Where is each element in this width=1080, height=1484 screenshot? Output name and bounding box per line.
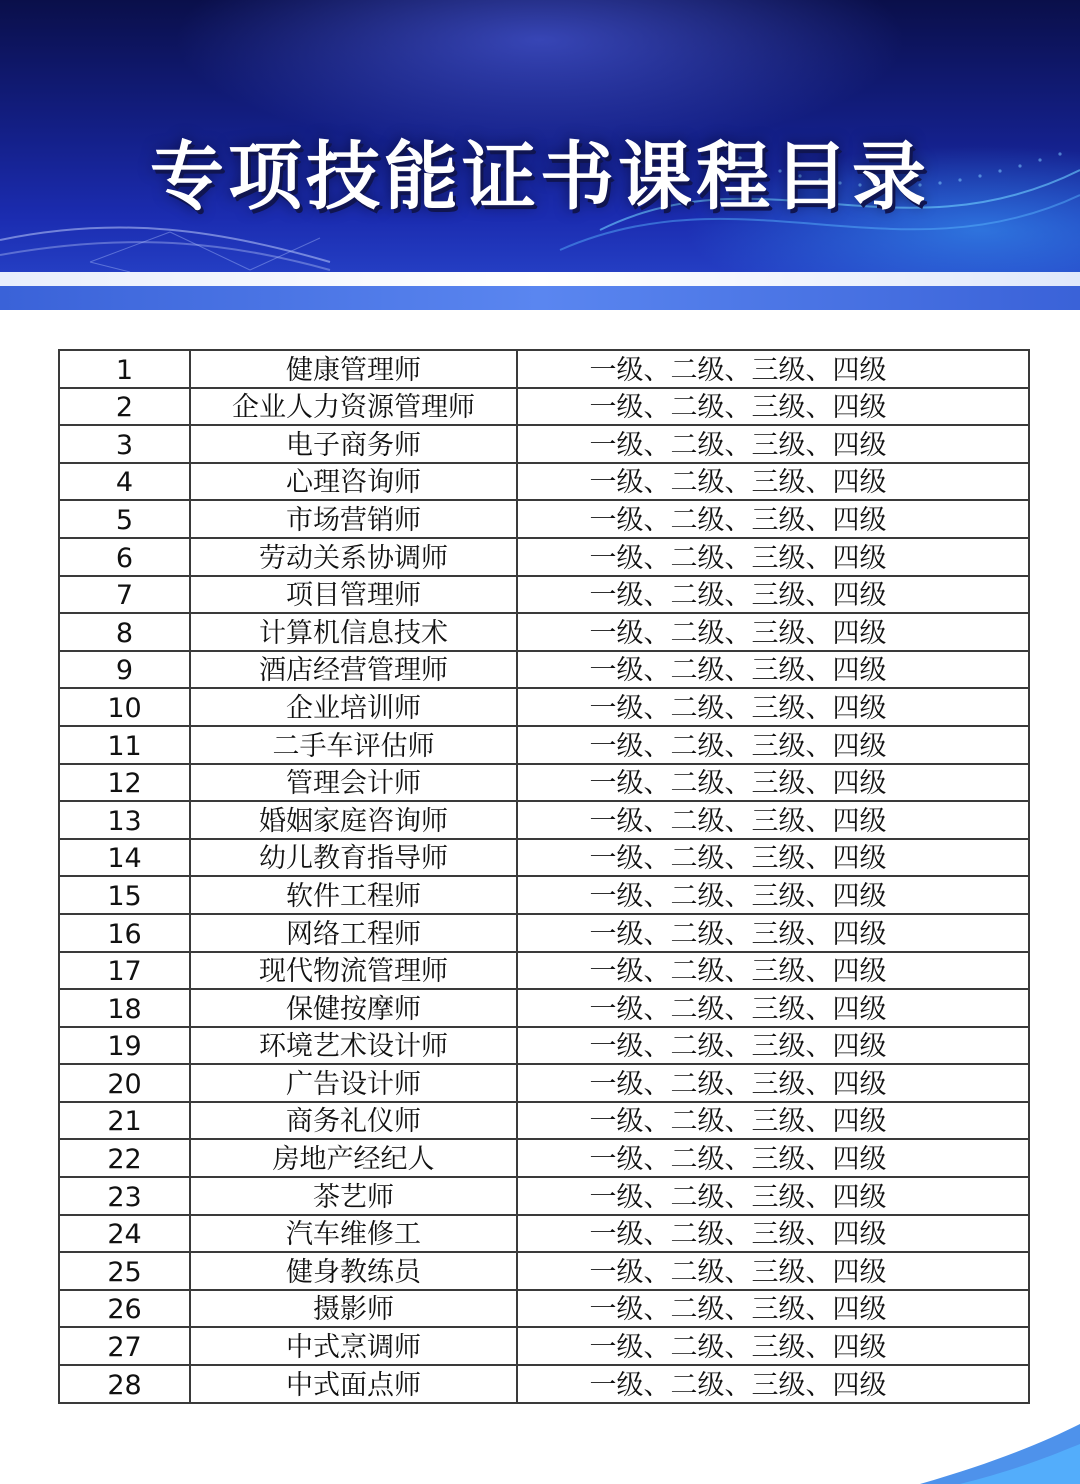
table-row: [59, 876, 1029, 914]
course-levels: 一级、二级、三级、四级: [517, 688, 1029, 726]
course-number: 16: [59, 914, 190, 952]
course-number: 5: [59, 500, 190, 538]
course-levels: 一级、二级、三级、四级: [517, 839, 1029, 877]
table-row: [59, 839, 1029, 877]
course-name: 计算机信息技术: [190, 613, 517, 651]
course-number: 2: [59, 388, 190, 426]
course-levels: 一级、二级、三级、四级: [517, 1215, 1029, 1253]
course-number: 11: [59, 726, 190, 764]
course-levels: 一级、二级、三级、四级: [517, 876, 1029, 914]
course-number: 12: [59, 764, 190, 802]
course-number: 10: [59, 688, 190, 726]
table-row: [59, 463, 1029, 501]
table-row: [59, 1064, 1029, 1102]
course-levels: 一级、二级、三级、四级: [517, 1177, 1029, 1215]
course-levels: 一级、二级、三级、四级: [517, 952, 1029, 990]
course-number: 22: [59, 1139, 190, 1177]
course-name: 摄影师: [190, 1290, 517, 1328]
course-levels: 一级、二级、三级、四级: [517, 1027, 1029, 1065]
course-name: 心理咨询师: [190, 463, 517, 501]
course-levels: 一级、二级、三级、四级: [517, 989, 1029, 1027]
course-levels: 一级、二级、三级、四级: [517, 1102, 1029, 1140]
course-number: 1: [59, 350, 190, 388]
table-row: [59, 388, 1029, 426]
course-levels: 一级、二级、三级、四级: [517, 1252, 1029, 1290]
course-table: [58, 349, 1030, 1404]
course-number: 9: [59, 651, 190, 689]
course-number: 19: [59, 1027, 190, 1065]
course-levels: 一级、二级、三级、四级: [517, 463, 1029, 501]
table-row: [59, 425, 1029, 463]
course-name: 环境艺术设计师: [190, 1027, 517, 1065]
header-blue-stripe: [0, 286, 1080, 310]
table-row: [59, 538, 1029, 576]
table-row: [59, 726, 1029, 764]
course-number: 6: [59, 538, 190, 576]
course-levels: 一级、二级、三级、四级: [517, 425, 1029, 463]
course-name: 酒店经营管理师: [190, 651, 517, 689]
course-levels: 一级、二级、三级、四级: [517, 1327, 1029, 1365]
course-name: 市场营销师: [190, 500, 517, 538]
course-name: 广告设计师: [190, 1064, 517, 1102]
course-name: 健身教练员: [190, 1252, 517, 1290]
course-number: 18: [59, 989, 190, 1027]
course-number: 24: [59, 1215, 190, 1253]
table-row: [59, 688, 1029, 726]
course-name: 管理会计师: [190, 764, 517, 802]
corner-wave-decoration: [880, 1404, 1080, 1484]
course-name: 健康管理师: [190, 350, 517, 388]
course-name: 汽车维修工: [190, 1215, 517, 1253]
table-row: [59, 1327, 1029, 1365]
course-number: 15: [59, 876, 190, 914]
course-levels: 一级、二级、三级、四级: [517, 726, 1029, 764]
course-levels: 一级、二级、三级、四级: [517, 764, 1029, 802]
course-levels: 一级、二级、三级、四级: [517, 801, 1029, 839]
course-name: 企业培训师: [190, 688, 517, 726]
course-levels: 一级、二级、三级、四级: [517, 914, 1029, 952]
table-row: [59, 1102, 1029, 1140]
course-name: 电子商务师: [190, 425, 517, 463]
course-name: 二手车评估师: [190, 726, 517, 764]
course-levels: 一级、二级、三级、四级: [517, 613, 1029, 651]
course-number: 25: [59, 1252, 190, 1290]
course-levels: 一级、二级、三级、四级: [517, 500, 1029, 538]
course-number: 17: [59, 952, 190, 990]
course-name: 软件工程师: [190, 876, 517, 914]
course-levels: 一级、二级、三级、四级: [517, 651, 1029, 689]
course-name: 项目管理师: [190, 576, 517, 614]
course-number: 26: [59, 1290, 190, 1328]
course-number: 14: [59, 839, 190, 877]
course-levels: 一级、二级、三级、四级: [517, 350, 1029, 388]
course-levels: 一级、二级、三级、四级: [517, 538, 1029, 576]
course-number: 3: [59, 425, 190, 463]
course-name: 商务礼仪师: [190, 1102, 517, 1140]
course-number: 4: [59, 463, 190, 501]
course-levels: 一级、二级、三级、四级: [517, 1064, 1029, 1102]
course-number: 28: [59, 1365, 190, 1403]
table-row: [59, 350, 1029, 388]
course-name: 茶艺师: [190, 1177, 517, 1215]
header-white-stripe: [0, 272, 1080, 286]
table-row: [59, 952, 1029, 990]
course-levels: 一级、二级、三级、四级: [517, 576, 1029, 614]
table-row: [59, 1252, 1029, 1290]
course-name: 幼儿教育指导师: [190, 839, 517, 877]
table-row: [59, 801, 1029, 839]
course-levels: 一级、二级、三级、四级: [517, 1290, 1029, 1328]
table-row: [59, 1215, 1029, 1253]
course-number: 8: [59, 613, 190, 651]
table-row: [59, 1027, 1029, 1065]
table-row: [59, 500, 1029, 538]
course-number: 27: [59, 1327, 190, 1365]
course-name: 婚姻家庭咨询师: [190, 801, 517, 839]
course-name: 中式烹调师: [190, 1327, 517, 1365]
course-levels: 一级、二级、三级、四级: [517, 1139, 1029, 1177]
course-name: 保健按摩师: [190, 989, 517, 1027]
table-row: [59, 989, 1029, 1027]
course-name: 劳动关系协调师: [190, 538, 517, 576]
course-number: 23: [59, 1177, 190, 1215]
course-name: 现代物流管理师: [190, 952, 517, 990]
course-number: 20: [59, 1064, 190, 1102]
course-number: 7: [59, 576, 190, 614]
header-banner: [0, 0, 1080, 310]
table-row: [59, 1139, 1029, 1177]
table-row: [59, 613, 1029, 651]
table-row: [59, 764, 1029, 802]
course-name: 网络工程师: [190, 914, 517, 952]
table-row: [59, 651, 1029, 689]
course-name: 房地产经纪人: [190, 1139, 517, 1177]
course-name: 企业人力资源管理师: [190, 388, 517, 426]
course-name: 中式面点师: [190, 1365, 517, 1403]
course-table-body: [59, 350, 1029, 1403]
course-number: 21: [59, 1102, 190, 1140]
course-number: 13: [59, 801, 190, 839]
course-levels: 一级、二级、三级、四级: [517, 388, 1029, 426]
table-row: [59, 1290, 1029, 1328]
table-row: [59, 576, 1029, 614]
table-row: [59, 914, 1029, 952]
course-levels: 一级、二级、三级、四级: [517, 1365, 1029, 1403]
table-row: [59, 1177, 1029, 1215]
table-row: [59, 1365, 1029, 1403]
page-title: 专项技能证书课程目录: [150, 134, 930, 220]
